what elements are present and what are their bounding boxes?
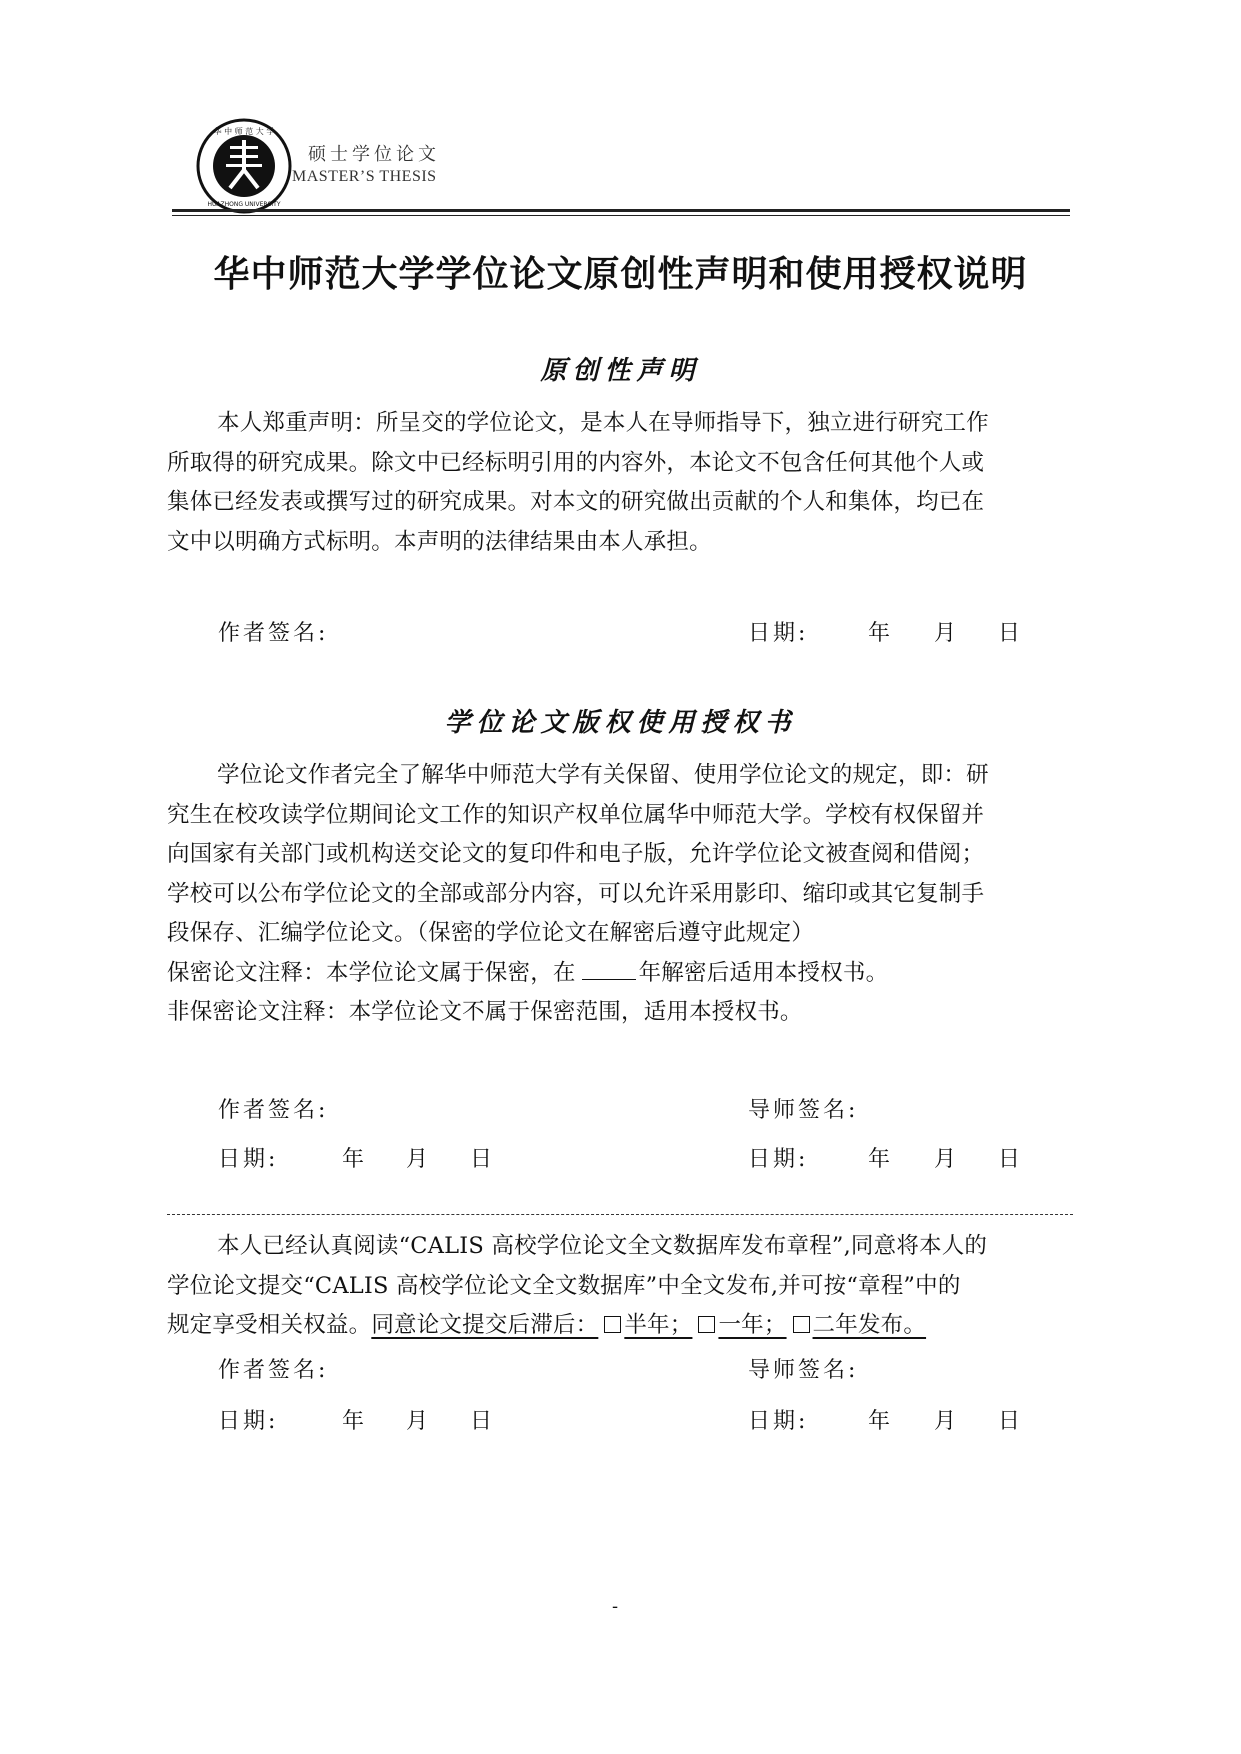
thesis-type-cn: 硕士学位论文 <box>308 144 440 165</box>
authorization-line: 向国家有关部门或机构送交论文的复印件和电子版，允许学位论文被查阅和借阅； <box>167 841 985 867</box>
authorization-supervisor-month: 月 <box>934 1147 960 1172</box>
originality-day: 日 <box>998 621 1024 646</box>
secret-note <box>167 954 1073 994</box>
authorization-paragraph <box>167 756 1073 1033</box>
calis-supervisor-year: 年 <box>868 1409 894 1434</box>
header-rule-thick <box>172 209 1070 212</box>
originality-paragraph <box>167 404 1073 562</box>
checkbox-half-year[interactable] <box>604 1316 621 1333</box>
checkbox-two-years[interactable] <box>793 1316 810 1333</box>
calis-author-year: 年 <box>342 1409 368 1434</box>
secret-years-blank[interactable] <box>582 957 636 980</box>
calis-line3-prefix: 规定享受相关权益。 <box>167 1312 372 1338</box>
embargo-options <box>371 1312 926 1338</box>
originality-year: 年 <box>868 621 894 646</box>
authorization-author-sign-label: 作者签名: <box>218 1098 329 1123</box>
authorization-line: 学校可以公布学位论文的全部或部分内容，可以允许采用影印、缩印或其它复制手 <box>167 880 985 907</box>
authorization-heading: 学位论文版权使用授权书 <box>444 708 797 738</box>
page-title: 华中师范大学学位论文原创性声明和使用授权说明 <box>213 253 1028 295</box>
nonsecret-note: 非保密论文注释：本学位论文不属于保密范围，适用本授权书。 <box>167 999 803 1025</box>
originality-line: 所取得的研究成果。除文中已经标明引用的内容外，本论文不包含任何其他个人或 <box>167 449 985 476</box>
calis-author-day: 日 <box>470 1409 496 1434</box>
secret-note-suffix: 年解密后适用本授权书。 <box>638 959 889 986</box>
originality-date-label: 日期: <box>748 621 809 646</box>
authorization-supervisor-sign-label: 导师签名: <box>748 1098 859 1123</box>
authorization-author-day: 日 <box>470 1147 496 1172</box>
embargo-prefix: 同意论文提交后滞后： <box>371 1312 599 1338</box>
calis-paragraph <box>167 1227 1073 1346</box>
option-one-year-label: 一年； <box>718 1312 787 1338</box>
thesis-type-en: MASTER’S THESIS <box>292 168 437 185</box>
secret-note-prefix: 保密论文注释：本学位论文属于保密，在 <box>167 959 576 986</box>
authorization-author-month: 月 <box>406 1147 432 1172</box>
originality-author-sign-label: 作者签名: <box>218 621 329 646</box>
calis-author-sign-label: 作者签名: <box>218 1358 329 1383</box>
calis-author-date-label: 日期: <box>218 1409 279 1434</box>
calis-author-month: 月 <box>406 1409 432 1434</box>
university-logo <box>196 118 292 214</box>
authorization-line: 学位论文作者完全了解华中师范大学有关保留、使用学位论文的规定，即：研 <box>217 762 989 788</box>
calis-supervisor-day: 日 <box>998 1409 1024 1434</box>
originality-line: 集体已经发表或撰写过的研究成果。对本文的研究做出贡献的个人和集体，均已在 <box>167 489 985 515</box>
authorization-line: 究生在校攻读学位期间论文工作的知识产权单位属华中师范大学。学校有权保留并 <box>167 801 985 828</box>
authorization-supervisor-year: 年 <box>868 1147 894 1172</box>
originality-line: 文中以明确方式标明。本声明的法律结果由本人承担。 <box>167 528 712 555</box>
svg-text:华 中 师 范 大 学: 华 中 师 范 大 学 <box>213 127 275 136</box>
calis-supervisor-month: 月 <box>934 1409 960 1434</box>
authorization-supervisor-date-label: 日期: <box>748 1147 809 1172</box>
authorization-author-date-label: 日期: <box>218 1147 279 1172</box>
option-two-years-label: 二年发布。 <box>812 1312 927 1338</box>
calis-line: 本人已经认真阅读“CALIS 高校学位论文全文数据库发布章程”,同意将本人的 <box>217 1233 988 1259</box>
authorization-line: 段保存、汇编学位论文。（保密的学位论文在解密后遵守此规定） <box>167 920 815 946</box>
originality-month: 月 <box>934 621 960 646</box>
originality-line: 本人郑重声明：所呈交的学位论文，是本人在导师指导下，独立进行研究工作 <box>217 410 989 436</box>
originality-heading: 原创性声明 <box>540 356 701 386</box>
page-number: - <box>612 1596 619 1617</box>
calis-line <box>167 1306 1073 1346</box>
svg-text:HUAZHONG UNIVERSITY: HUAZHONG UNIVERSITY <box>207 201 281 208</box>
authorization-author-year: 年 <box>342 1147 368 1172</box>
header-rule-thin <box>172 215 1070 216</box>
calis-line: 学位论文提交“CALIS 高校学位论文全文数据库”中全文发布,并可按“章程”中的 <box>167 1272 961 1299</box>
checkbox-one-year[interactable] <box>698 1316 715 1333</box>
dashed-separator <box>167 1214 1073 1215</box>
calis-supervisor-date-label: 日期: <box>748 1409 809 1434</box>
authorization-supervisor-day: 日 <box>998 1147 1024 1172</box>
calis-supervisor-sign-label: 导师签名: <box>748 1358 859 1383</box>
option-half-year-label: 半年； <box>624 1312 693 1338</box>
